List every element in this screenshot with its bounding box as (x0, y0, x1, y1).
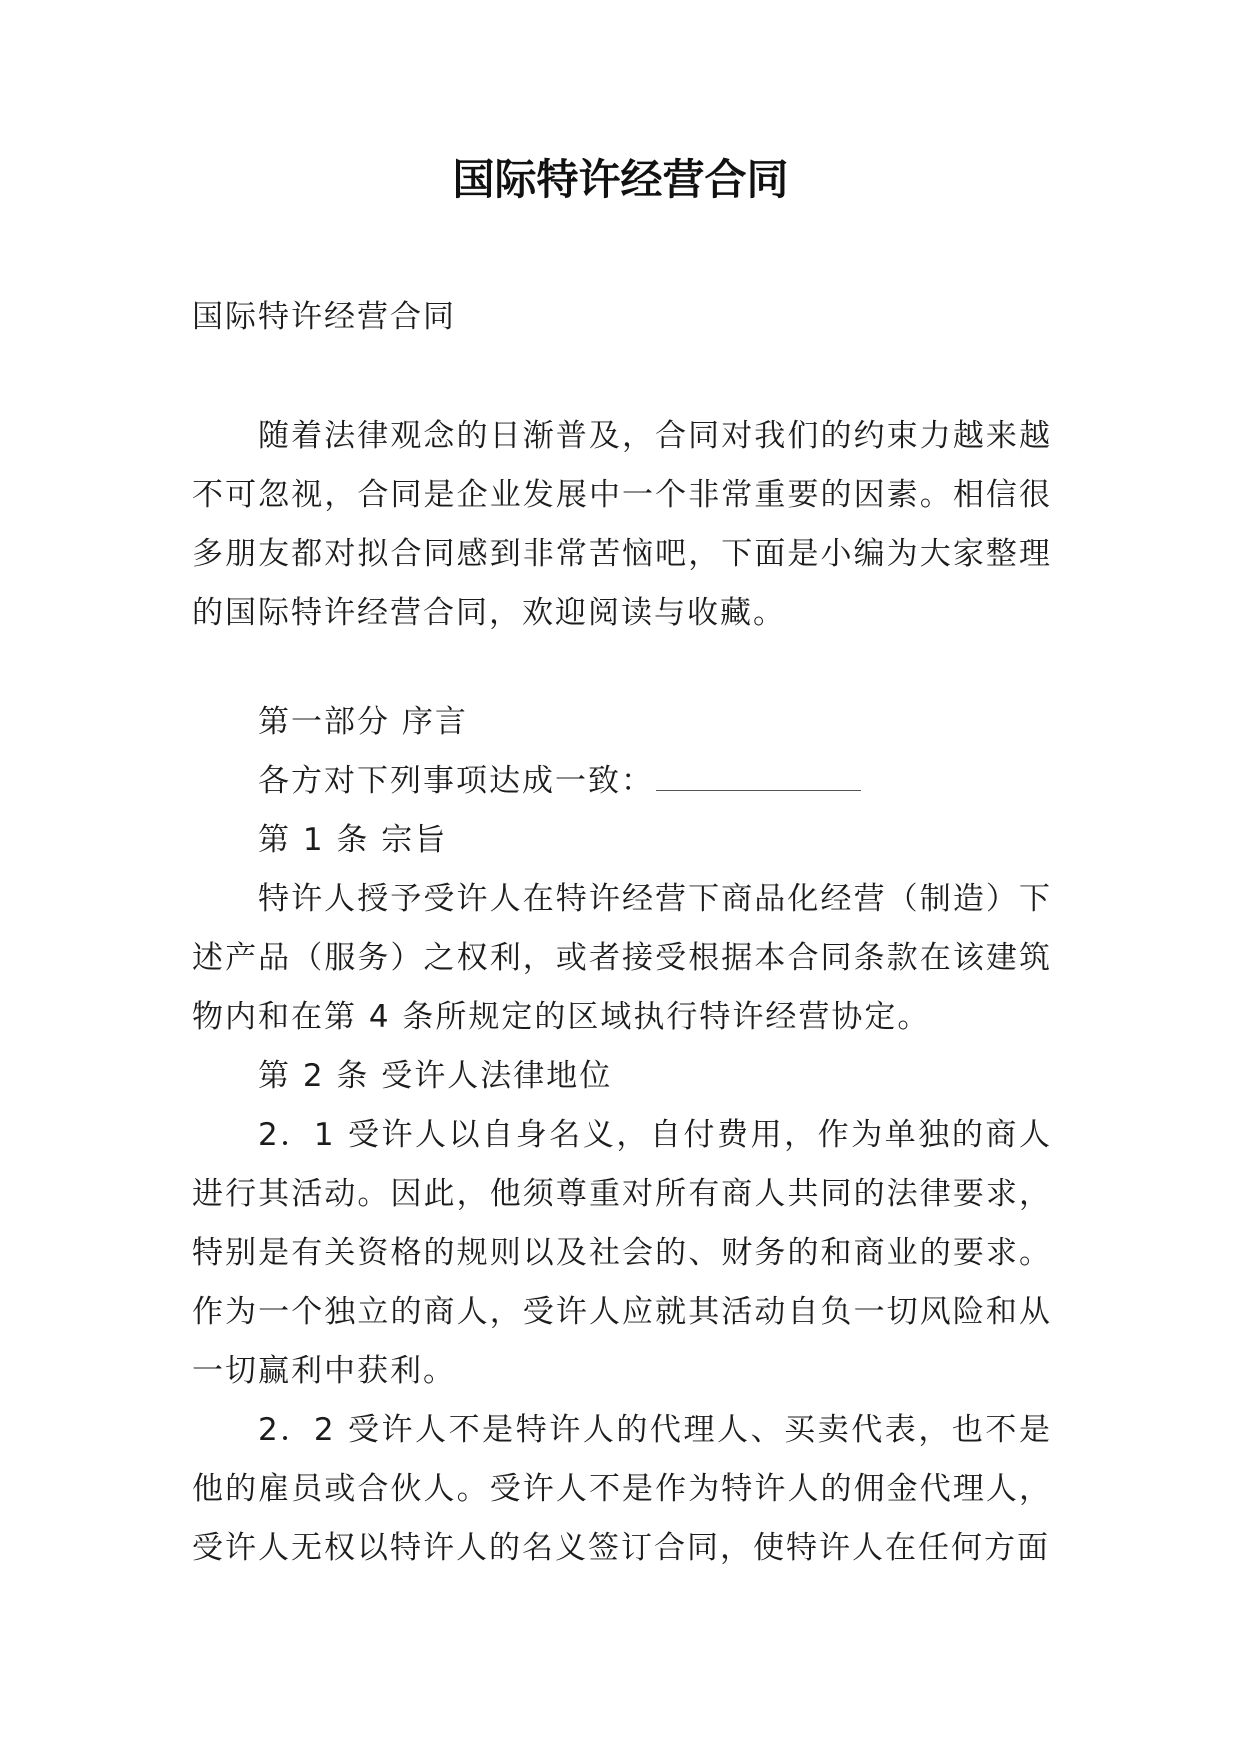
article-1-paragraph: 特许人授予受许人在特许经营下商品化经营（制造）下述产品（服务）之权利，或者接受根据本合同条款在该建筑物内和在第 4 条所规定的区域执行特许经营协定。 (192, 881, 1052, 1035)
clause-2-1-paragraph: 2．1 受许人以自身名义，自付费用，作为单独的商人进行其活动。因此，他须尊重对所有商人共同的法律要求，特别是有关资格的规则以及社会的、财务的和商业的要求。作为一个独立的商人，受许人应就其活动自负一切风险和从一切赢利中获利。 (192, 1117, 1052, 1389)
fill-in-blank (656, 768, 861, 791)
agreement-line-text: 各方对下列事项达成一致： (258, 763, 654, 799)
article-2-heading: 第 2 条 受许人法律地位 (258, 1058, 613, 1094)
clause-2-2-paragraph: 2．2 受许人不是特许人的代理人、买卖代表，也不是他的雇员或合伙人。受许人不是作为特许人的佣金代理人，受许人无权以特许人的名义签订合同，使特许人在任何方面 (192, 1412, 1052, 1566)
agreement-line (192, 752, 1052, 811)
document-subtitle: 国际特许经营合同 (192, 299, 456, 335)
document-title: 国际特许经营合同 (452, 155, 789, 204)
part-one-heading: 第一部分 序言 (258, 704, 468, 740)
article-1-heading: 第 1 条 宗旨 (258, 822, 448, 858)
document-body (192, 288, 1052, 1578)
intro-paragraph: 随着法律观念的日渐普及，合同对我们的约束力越来越不可忽视，合同是企业发展中一个非常重要的因素。相信很多朋友都对拟合同感到非常苦恼吧，下面是小编为大家整理的国际特许经营合同，欢迎阅读与收藏。 (192, 418, 1052, 631)
